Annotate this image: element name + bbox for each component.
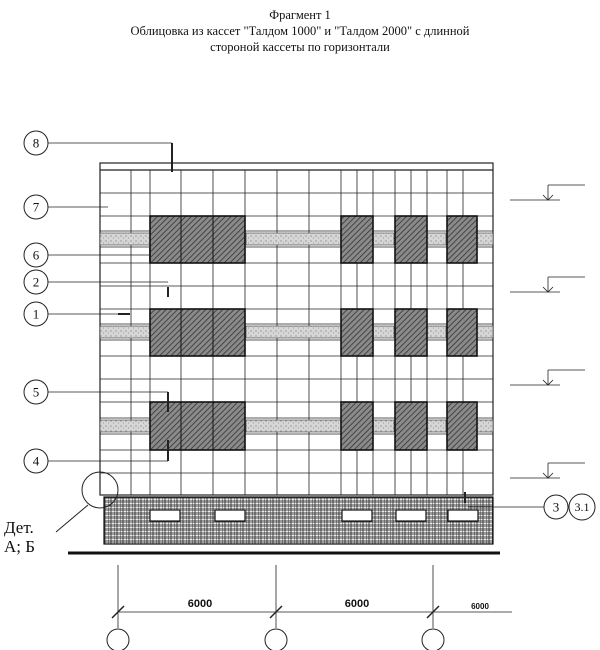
window [395,216,427,263]
callout-label: 3 [552,499,560,515]
dimension-line [112,565,512,628]
drawing-subtitle-line-1: Облицовка из кассет "Талдом 1000" и "Талдом 2000" с длинной [130,24,470,38]
window [150,216,245,263]
drawing-subtitle-line-2: стороной кассеты по горизонтали [210,40,390,54]
dimension-label: 6000 [187,598,213,610]
window [395,402,427,450]
dimension-label: 6000 [344,598,370,610]
window [447,216,477,263]
window [395,309,427,356]
callout-label: 7 [32,199,40,215]
detail-label-line-1: Дет. [4,518,34,537]
callout-circles [24,131,595,520]
window [341,309,373,356]
axis-marker [265,629,287,650]
callout-label: 2 [32,274,40,290]
axis-marker [107,629,129,650]
brick-plinth [68,497,500,553]
callout-label: 5 [32,384,40,400]
callout-label: 8 [32,135,40,151]
drawing-title: Фрагмент 1 [269,8,331,22]
callout-label: 4 [32,453,40,469]
axis-markers [107,629,444,650]
window [447,402,477,450]
window [341,216,373,263]
callout-label: 3.1 [574,500,590,514]
dimension-label: 6000 [471,602,489,611]
window [150,402,245,450]
callout-label: 1 [32,306,40,322]
window [341,402,373,450]
axis-marker [422,629,444,650]
window [447,309,477,356]
window [150,309,245,356]
callout-label: 6 [32,247,40,263]
level-marks [510,185,585,478]
detail-label-line-2: А; Б [4,537,36,556]
